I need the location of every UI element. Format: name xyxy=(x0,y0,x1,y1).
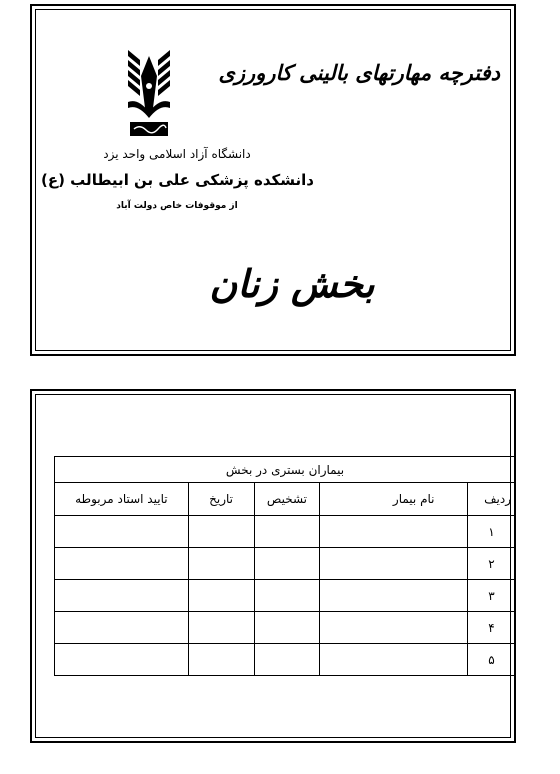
inpatients-table xyxy=(54,456,516,676)
table-row xyxy=(55,516,516,548)
approval-cell[interactable] xyxy=(55,548,189,580)
date-cell[interactable] xyxy=(188,580,254,612)
cover-frame xyxy=(30,4,516,356)
diagnosis-cell[interactable] xyxy=(254,644,320,676)
approval-cell[interactable] xyxy=(55,612,189,644)
diagnosis-cell[interactable] xyxy=(254,548,320,580)
date-cell[interactable] xyxy=(188,644,254,676)
row-number-cell: ۱ xyxy=(468,516,516,548)
row-number-cell: ۳ xyxy=(468,580,516,612)
patient-name-cell[interactable] xyxy=(320,516,468,548)
date-cell[interactable] xyxy=(188,516,254,548)
column-header-row-number: ردیف xyxy=(468,483,516,516)
table-row xyxy=(55,612,516,644)
approval-cell[interactable] xyxy=(55,580,189,612)
diagnosis-cell[interactable] xyxy=(254,580,320,612)
table-caption: بیماران بستری در بخش xyxy=(55,457,516,483)
row-number-cell: ۵ xyxy=(468,644,516,676)
column-header-supervisor-approval: تایید استاد مربوطه xyxy=(55,483,189,516)
university-logo-icon xyxy=(124,46,174,142)
row-number-cell: ۲ xyxy=(468,548,516,580)
date-cell[interactable] xyxy=(188,548,254,580)
column-header-diagnosis: تشخیص xyxy=(254,483,320,516)
column-header-date: تاریخ xyxy=(188,483,254,516)
approval-cell[interactable] xyxy=(55,644,189,676)
foundation-note: از موقوفات خاص دولت آباد xyxy=(116,201,238,211)
patient-name-cell[interactable] xyxy=(320,548,468,580)
ward-title: بخش زنان xyxy=(209,261,375,306)
row-number-cell: ۴ xyxy=(468,612,516,644)
patient-name-cell[interactable] xyxy=(320,612,468,644)
table-row xyxy=(55,548,516,580)
faculty-name: دانشکده پزشکی علی بن ابیطالب (ع) xyxy=(41,171,314,189)
university-name: دانشگاه آزاد اسلامی واحد یزد xyxy=(103,147,251,161)
approval-cell[interactable] xyxy=(55,516,189,548)
patient-name-cell[interactable] xyxy=(320,644,468,676)
diagnosis-cell[interactable] xyxy=(254,612,320,644)
table-frame xyxy=(30,389,516,743)
column-header-patient-name: نام بیمار xyxy=(320,483,468,516)
date-cell[interactable] xyxy=(188,612,254,644)
patient-name-cell[interactable] xyxy=(320,580,468,612)
table-row xyxy=(55,644,516,676)
book-title: دفترچه مهارتهای بالینی کارورزی xyxy=(218,60,500,85)
diagnosis-cell[interactable] xyxy=(254,516,320,548)
table-row xyxy=(55,580,516,612)
